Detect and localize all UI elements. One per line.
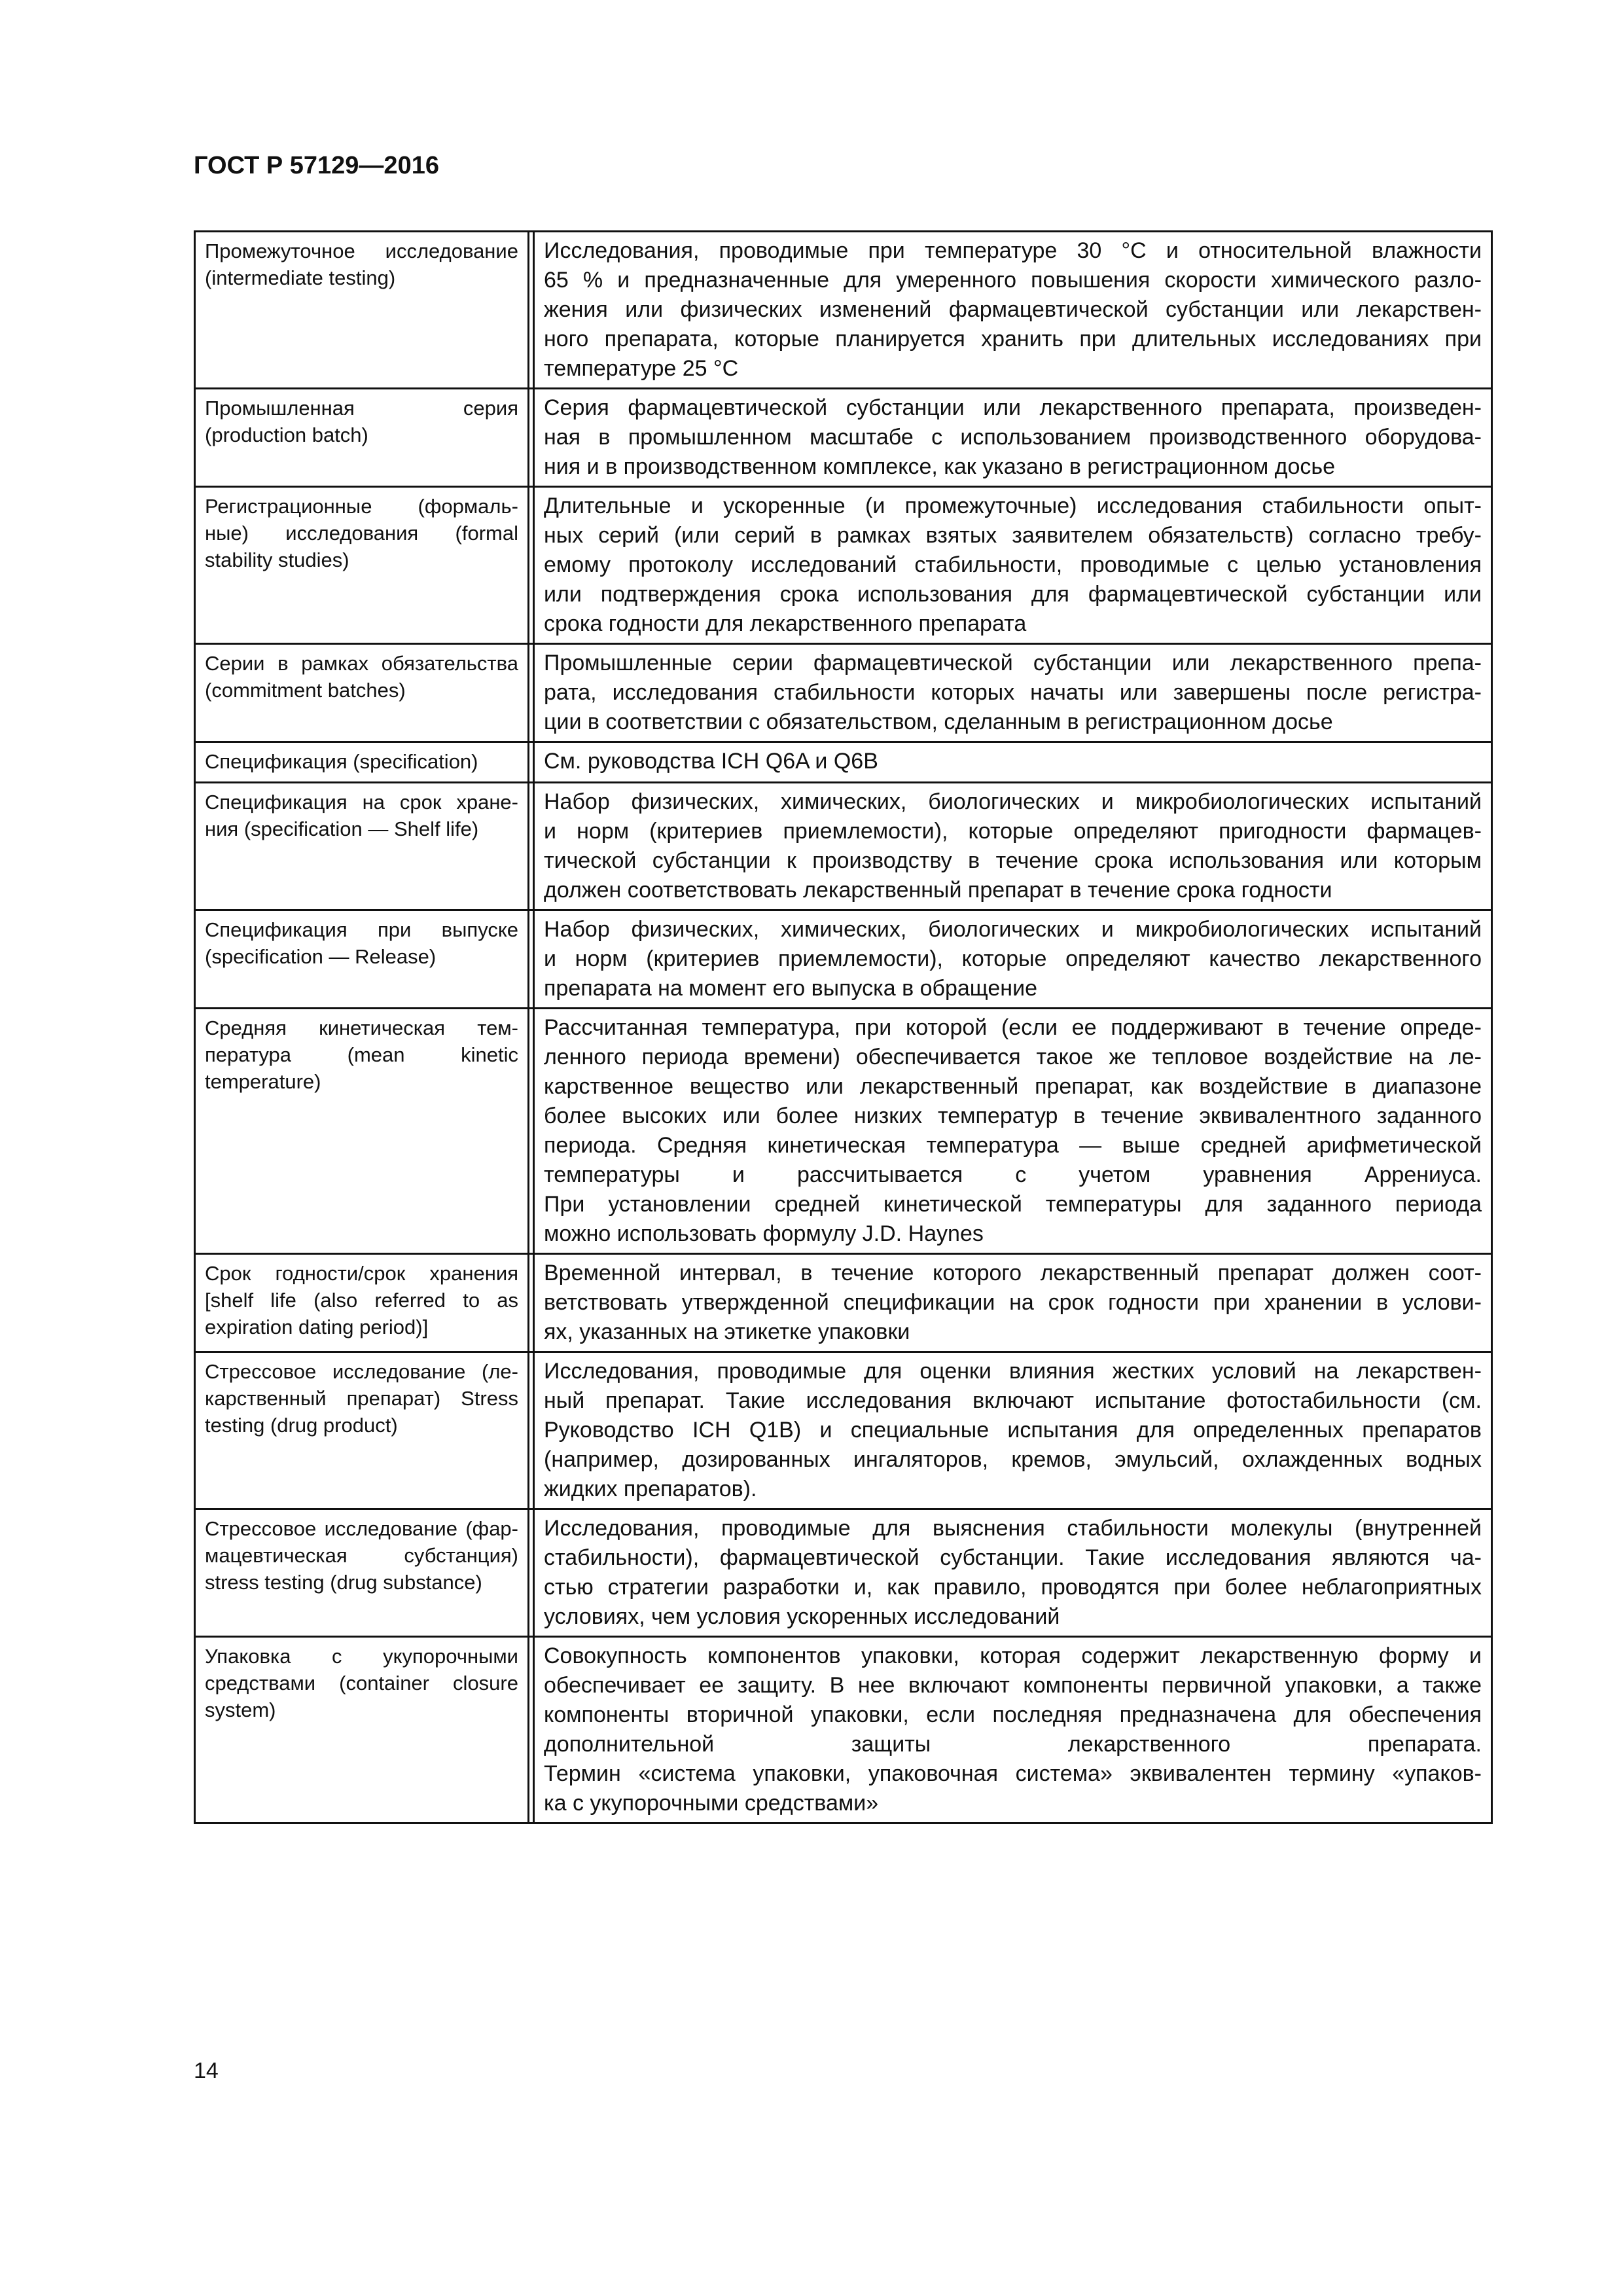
definition-line: Исследования, проводимые при температуре 30 °С и относительной влажности — [544, 238, 1482, 263]
definition-line: компоненты вторичной упаковки, если последняя предназначена для обеспечения — [544, 1702, 1482, 1727]
definition-line: препарата на момент его выпуска в обращение — [544, 976, 1037, 1001]
term-line: Средняя кинетическая тем- — [205, 1016, 518, 1039]
table-row — [194, 1009, 1493, 1255]
definition-line: Совокупность компонентов упаковки, которая содержит лекарственную форму и — [544, 1643, 1482, 1668]
definition-line: Длительные и ускоренные (и промежуточные) исследования стабильности опыт- — [544, 493, 1482, 518]
table-row — [194, 743, 1493, 783]
term-line: Спецификация при выпуске — [205, 918, 518, 941]
term-cell — [196, 783, 529, 909]
term-line: Упаковка с укупорочными — [205, 1645, 518, 1668]
definition-line: Руководство ICH Q1B) и специальные испытания для определенных препаратов — [544, 1418, 1482, 1443]
definition-cell — [533, 1353, 1491, 1508]
definition-line: 65 % и предназначенные для умеренного повышения скорости химического разло- — [544, 268, 1482, 293]
term-cell — [196, 1353, 529, 1508]
term-line: Стрессовое исследование (ле- — [205, 1360, 518, 1383]
term-line: stress testing (drug substance) — [205, 1571, 482, 1594]
definition-line: Рассчитанная температура, при которой (если ее поддерживают в течение опреде- — [544, 1015, 1482, 1040]
definition-cell — [533, 232, 1491, 387]
term-cell — [196, 911, 529, 1007]
definition-line: ленного периода времени) обеспечивается такое же тепловое воздействие на ле- — [544, 1045, 1482, 1069]
table-row — [194, 783, 1493, 911]
definition-cell — [533, 488, 1491, 643]
term-cell — [196, 488, 529, 643]
definition-line: и норм (критериев приемлемости), которые определяют пригодности фармацев- — [544, 819, 1482, 844]
term-line: Спецификация (specification) — [205, 750, 478, 773]
definition-line: более высоких или более низких температур в течение эквивалентного заданного — [544, 1103, 1482, 1128]
term-line: Промышленная серия — [205, 397, 518, 420]
definition-cell — [533, 389, 1491, 486]
term-cell — [196, 743, 529, 781]
definition-line: ка с укупорочными средствами» — [544, 1791, 879, 1816]
definition-cell — [533, 1255, 1491, 1351]
definition-line: ная в промышленном масштабе с использованием производственного оборудова- — [544, 425, 1482, 450]
definition-line: рата, исследования стабильности которых начаты или завершены после регистра- — [544, 680, 1482, 705]
definition-line: можно использовать формулу J.D. Haynes — [544, 1221, 984, 1246]
definition-line: должен соответствовать лекарственный препарат в течение срока годности — [544, 878, 1332, 903]
definition-line: ции в соответствии с обязательством, сделанным в регистрационном досье — [544, 709, 1333, 734]
definition-line: емому протоколу исследований стабильности, проводимые с целью установления — [544, 552, 1482, 577]
table-row — [194, 1638, 1493, 1824]
term-line: Серии в рамках обязательства — [205, 652, 518, 675]
definition-line: Промышленные серии фармацевтической субстанции или лекарственного препа- — [544, 651, 1482, 675]
definition-line: При установлении средней кинетической температуры для заданного периода — [544, 1192, 1482, 1217]
term-line: Стрессовое исследование (фар- — [205, 1517, 518, 1540]
definition-line: обеспечивает ее защиту. В нее включают компоненты первичной упаковки, а также — [544, 1673, 1482, 1698]
definition-cell — [533, 743, 1491, 781]
term-cell — [196, 1510, 529, 1636]
term-line: Промежуточное исследование — [205, 240, 518, 262]
definition-line: условиях, чем условия ускоренных исследований — [544, 1604, 1060, 1629]
term-line: средствами (container closure — [205, 1672, 518, 1695]
table-row — [194, 645, 1493, 743]
term-line: карственный препарат) Stress — [205, 1387, 518, 1410]
definition-line: температуре 25 °С — [544, 356, 739, 381]
document-header: ГОСТ Р 57129—2016 — [194, 152, 439, 179]
definition-line: ях, указанных на этикетке упаковки — [544, 1319, 910, 1344]
definition-line: периода. Средняя кинетическая температура — выше средней арифметической — [544, 1133, 1482, 1158]
term-line: [shelf life (also referred to as — [205, 1289, 518, 1312]
table-row — [194, 1510, 1493, 1638]
term-line: system) — [205, 1698, 276, 1721]
table-row — [194, 488, 1493, 645]
definition-line: стью стратегии разработки и, как правило, проводятся при более неблагоприятных — [544, 1575, 1482, 1600]
definition-line: Серия фармацевтической субстанции или лекарственного препарата, произведен- — [544, 395, 1482, 420]
definition-line: карственное вещество или лекарственный препарат, как воздействие в диапазоне — [544, 1074, 1482, 1099]
definition-line: тической субстанции к производству в течение срока использования или которым — [544, 848, 1482, 873]
term-line: мацевтическая субстанция) — [205, 1544, 518, 1567]
definition-line: ный препарат. Такие исследования включают испытание фотостабильности (см. — [544, 1388, 1482, 1413]
definition-line: жидких препаратов). — [544, 1477, 757, 1501]
term-line: testing (drug product) — [205, 1414, 398, 1437]
terms-table — [194, 230, 1493, 1824]
term-line: temperature) — [205, 1070, 321, 1093]
term-line: (commitment batches) — [205, 679, 406, 702]
definition-line: ветствовать утвержденной спецификации на срок годности при хранении в услови- — [544, 1290, 1482, 1315]
term-line: Спецификация на срок хране- — [205, 791, 518, 814]
definition-cell — [533, 645, 1491, 741]
definition-line: и норм (критериев приемлемости), которые определяют качество лекарственного — [544, 946, 1482, 971]
term-line: (specification — Release) — [205, 945, 437, 968]
definition-line: Временной интервал, в течение которого лекарственный препарат должен соот- — [544, 1261, 1482, 1285]
definition-cell — [533, 911, 1491, 1007]
definition-line: ния и в производственном комплексе, как указано в регистрационном досье — [544, 454, 1336, 479]
term-line: ния (specification — Shelf life) — [205, 817, 479, 840]
table-row — [194, 1353, 1493, 1510]
definition-cell — [533, 1009, 1491, 1253]
term-cell — [196, 1009, 529, 1253]
definition-line: Исследования, проводимые для оценки влияния жестких условий на лекарствен- — [544, 1359, 1482, 1384]
definition-cell — [533, 1510, 1491, 1636]
term-line: (intermediate testing) — [205, 266, 396, 289]
term-line: expiration dating period)] — [205, 1316, 429, 1338]
definition-line: жения или физических изменений фармацевтической субстанции или лекарствен- — [544, 297, 1482, 322]
term-line: (production batch) — [205, 423, 368, 446]
term-cell — [196, 1638, 529, 1822]
term-cell — [196, 232, 529, 387]
term-line: Регистрационные (формаль- — [205, 495, 518, 518]
table-row — [194, 389, 1493, 488]
term-cell — [196, 1255, 529, 1351]
term-line: пература (mean kinetic — [205, 1043, 518, 1066]
definition-line: стабильности), фармацевтической субстанции. Такие исследования являются ча- — [544, 1545, 1482, 1570]
definition-line: дополнительной защиты лекарственного препарата. — [544, 1732, 1482, 1757]
term-line: stability studies) — [205, 548, 349, 571]
term-cell — [196, 389, 529, 486]
definition-line: ного препарата, которые планируется хранить при длительных исследованиях при — [544, 327, 1482, 351]
term-cell — [196, 645, 529, 741]
term-line: ные) исследования (formal — [205, 522, 518, 545]
table-row — [194, 911, 1493, 1009]
term-line: Срок годности/срок хранения — [205, 1262, 518, 1285]
definition-line: температуры и рассчитывается с учетом уравнения Аррениуса. — [544, 1162, 1482, 1187]
definition-line: См. руководства ICH Q6A и Q6B — [544, 749, 878, 774]
definition-line: (например, дозированных ингаляторов, кремов, эмульсий, охлажденных водных — [544, 1447, 1482, 1472]
definition-cell — [533, 1638, 1491, 1822]
definition-line: Набор физических, химических, биологических и микробиологических испытаний — [544, 789, 1482, 814]
table-row — [194, 232, 1493, 389]
definition-cell — [533, 783, 1491, 909]
page-number: 14 — [194, 2058, 219, 2083]
definition-line: ных серий (или серий в рамках взятых заявителем обязательств) согласно требу- — [544, 523, 1482, 548]
definition-line: или подтверждения срока использования для фармацевтической субстанции или — [544, 582, 1482, 607]
definition-line: Набор физических, химических, биологических и микробиологических испытаний — [544, 917, 1482, 942]
definition-line: Термин «система упаковки, упаковочная система» эквивалентен термину «упаков- — [544, 1761, 1482, 1786]
definition-line: Исследования, проводимые для выяснения стабильности молекулы (внутренней — [544, 1516, 1482, 1541]
definition-line: срока годности для лекарственного препарата — [544, 611, 1027, 636]
table-row — [194, 1255, 1493, 1353]
